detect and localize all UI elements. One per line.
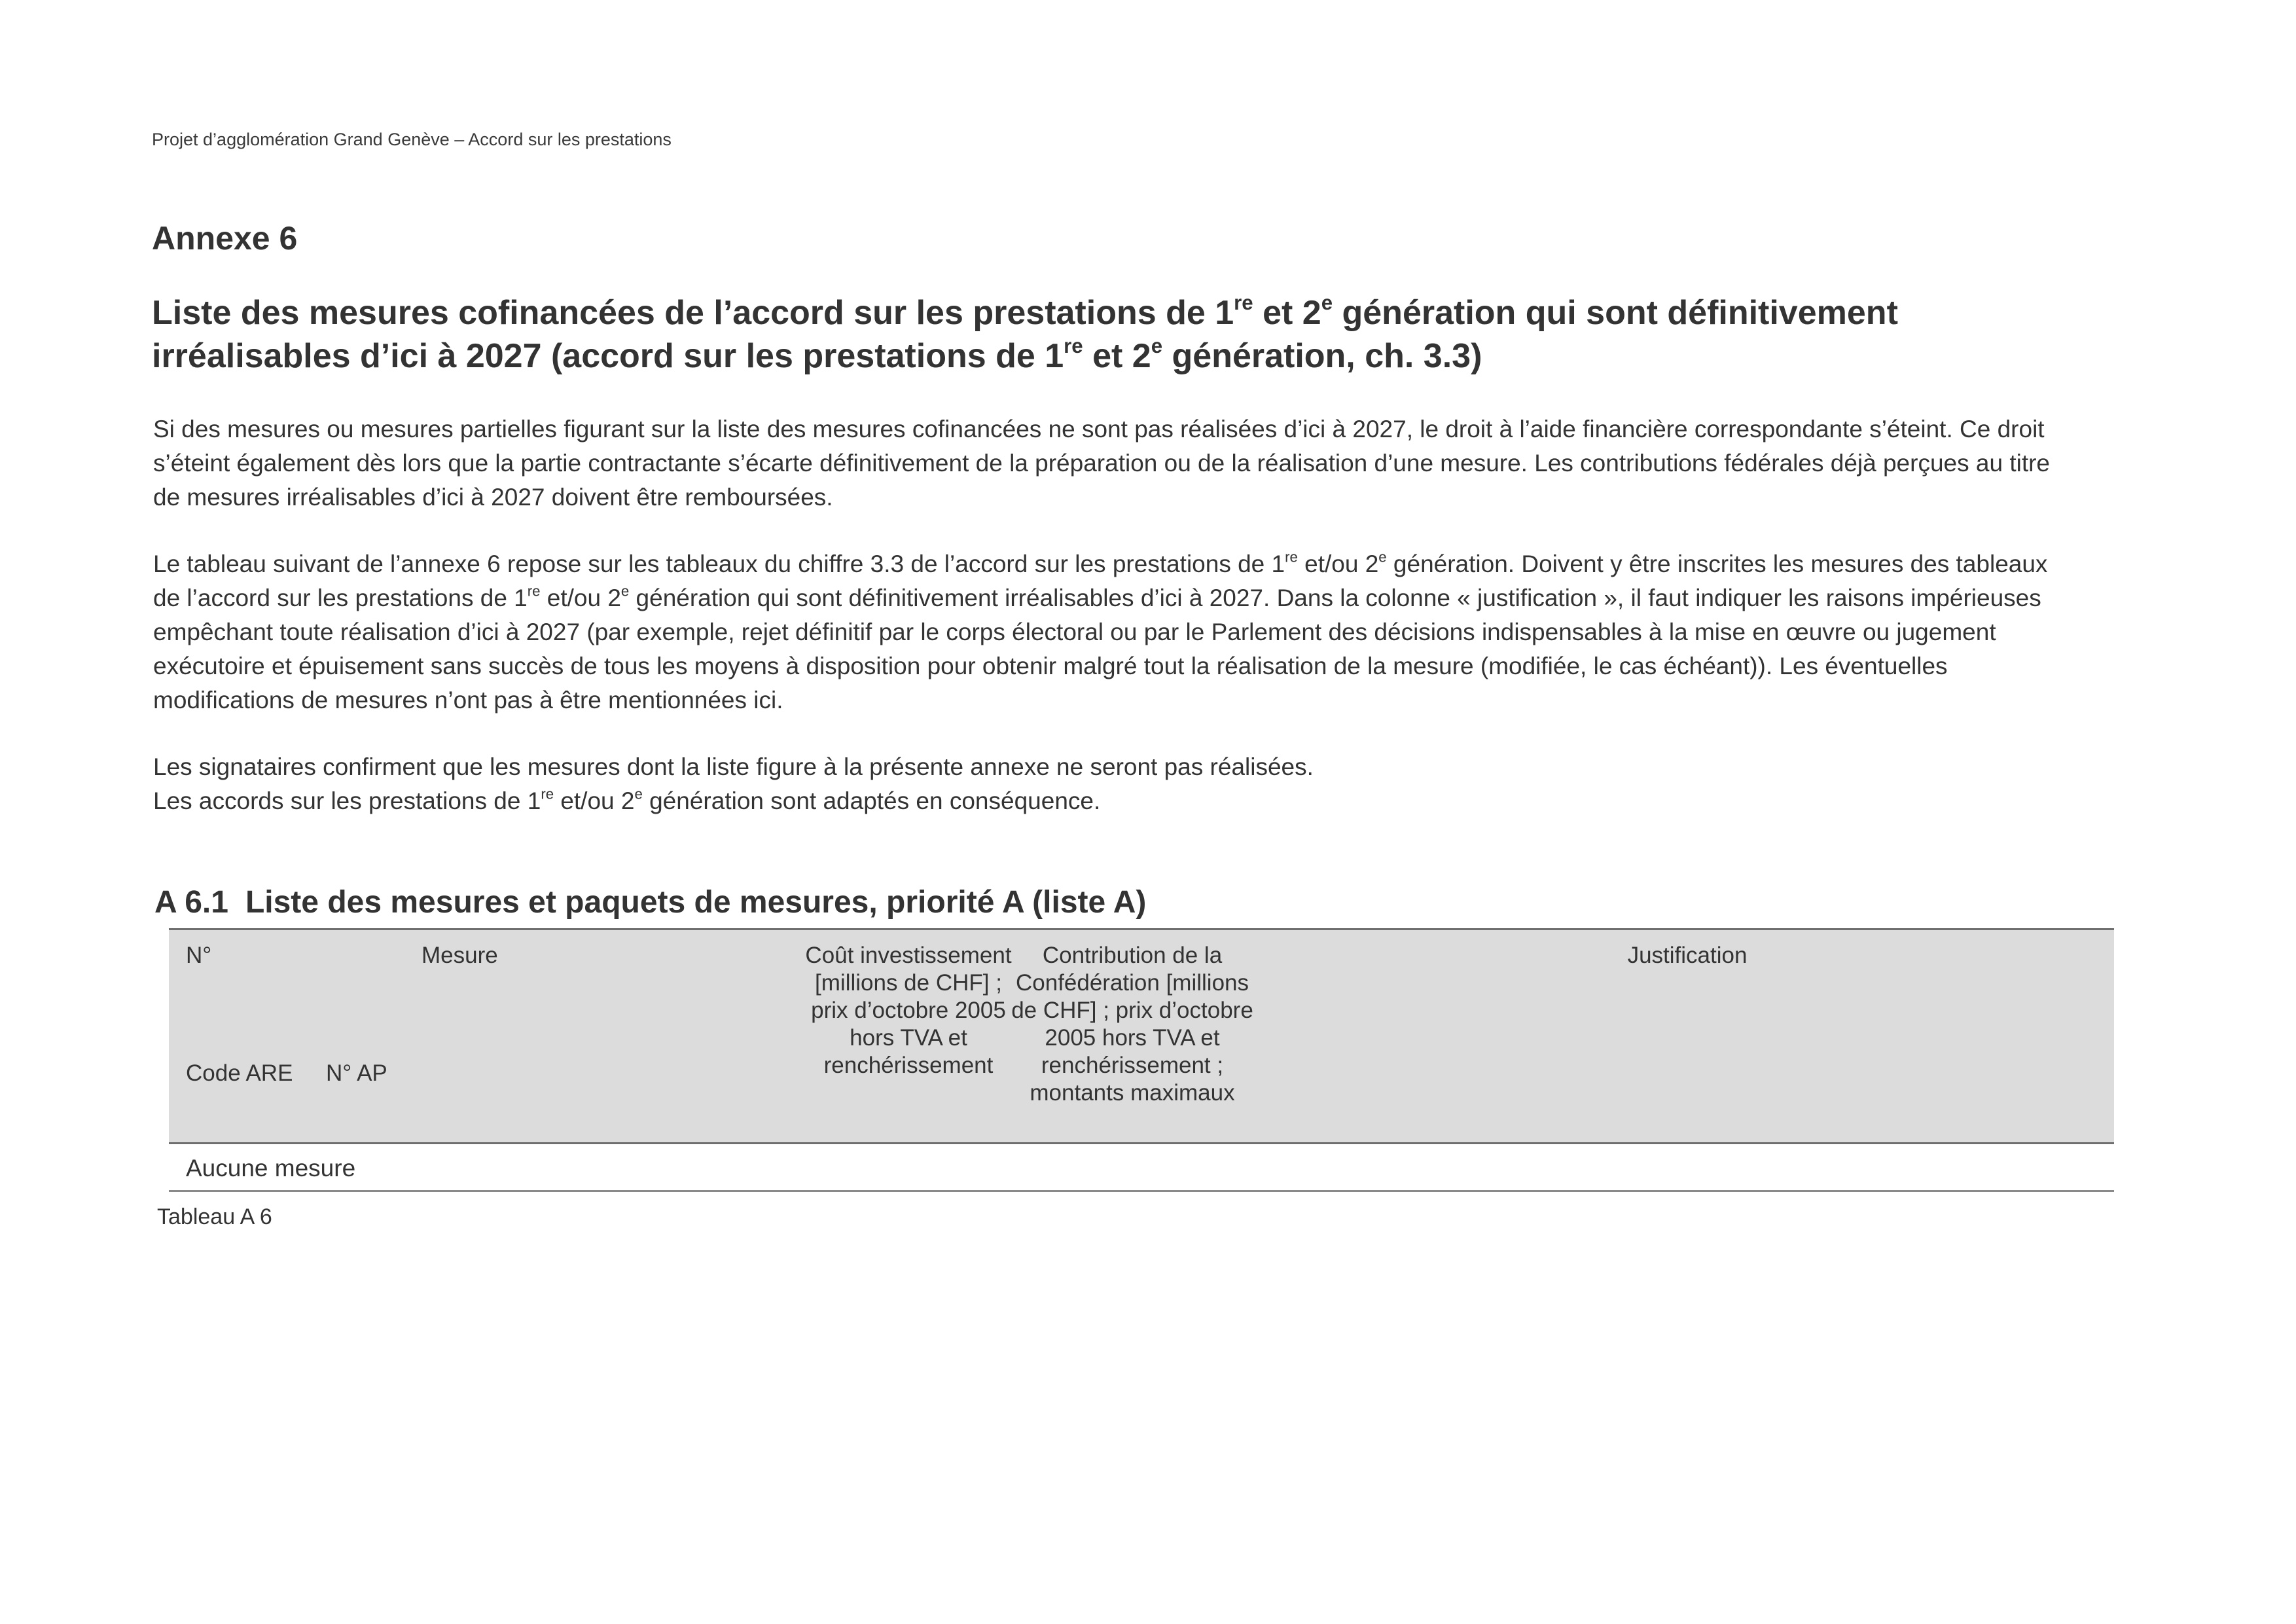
section-heading bbox=[154, 884, 1146, 920]
adaptation-line: Les accords sur les prestations de 1re et/ou 2e génération sont adaptés en conséquence. bbox=[153, 785, 1101, 814]
section-title: Liste des mesures et paquets de mesures, priorité A (liste A) bbox=[245, 885, 1147, 920]
header-cout-investissement: Coût investissement [millions de CHF] ; prix d’octobre 2005 hors TVA et renchérissement bbox=[805, 943, 1012, 1078]
table-header bbox=[169, 930, 2114, 1144]
row-text: Aucune mesure bbox=[186, 1155, 356, 1182]
paragraph-reimbursement: Si des mesures ou mesures partielles figurant sur la liste des mesures cofinancées ne sont pas réalisées d’ici à 2027, le droit à l’aide financière correspondante s’éteint. Ce droit s’éteint également dès lors que la partie contractante s’écarte définitivement de la préparation ou de la réalisation d’une mesure. Les contributions fédérales déjà perçues au titre de mesures irréalisables d’ici à 2027 doivent être remboursées. bbox=[153, 416, 2050, 511]
header-mesure: Mesure bbox=[422, 943, 498, 968]
paragraph-signatories bbox=[153, 750, 2051, 818]
table-caption: Tableau A 6 bbox=[157, 1204, 272, 1229]
header-contribution: Contribution de la Confédération [millions de CHF] ; prix d’octobre 2005 hors TVA et renchérissement ; montants maximaux bbox=[1011, 943, 1253, 1106]
header-no-ap: N° AP bbox=[326, 1060, 387, 1086]
paragraph-table-explanation: Le tableau suivant de l’annexe 6 repose sur les tableaux du chiffre 3.3 de l’accord sur les prestations de 1re et/ou 2e génération. Doivent y être inscrites les mesures des tableaux de l’accord sur les prestations de 1re et/ou 2e génération qui sont définitivement irréalisables d’ici à 2027. Dans la colonne « justification », il faut indiquer les raisons impérieuses empêchant toute réalisation d’ici à 2027 (par exemple, rejet définitif par le corps électoral ou par le Parlement des décisions indispensables à la mise en œuvre ou jugement exécutoire et épuisement sans succès de tous les moyens à disposition pour obtenir malgré tout la réalisation de la mesure (modifiée, le cas échéant)). Les éventuelles modifications de mesures n’ont pas à être mentionnées ici. bbox=[153, 549, 2048, 713]
annex-title: Liste des mesures cofinancées de l’accord sur les prestations de 1re et 2e génération qui sont définitivement irréalisables d’ici à 2027 (accord sur les prestations de 1re et 2e génération, ch. 3.3) bbox=[152, 291, 1898, 375]
header-no: N° bbox=[186, 943, 212, 968]
measures-table bbox=[169, 928, 2114, 1192]
annex-label: Annexe 6 bbox=[152, 220, 298, 257]
header-justification: Justification bbox=[1627, 943, 1748, 968]
table-row bbox=[169, 1144, 2114, 1192]
section-number: A 6.1 bbox=[154, 885, 228, 920]
header-code-are: Code ARE bbox=[186, 1060, 293, 1086]
signatories-line: Les signataires confirment que les mesures dont la liste figure à la présente annexe ne seront pas réalisées. bbox=[153, 753, 1314, 780]
running-header: Projet d’agglomération Grand Genève – Accord sur les prestations bbox=[152, 130, 672, 149]
